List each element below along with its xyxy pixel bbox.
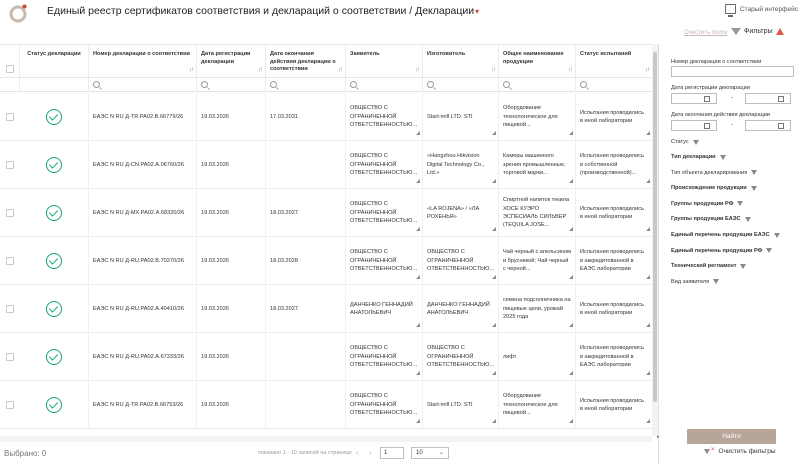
cell-product [499, 237, 576, 285]
cell-reg-date [197, 189, 266, 237]
collapse-arrow-icon[interactable]: ▸ [657, 434, 660, 440]
search-icon [427, 81, 434, 88]
check-circle-icon [46, 253, 62, 269]
column-header-maker[interactable] [423, 45, 499, 78]
chevron-down-icon [740, 264, 746, 269]
filter-label-end-date: Дата окончания действия декларации [671, 112, 771, 118]
cell-maker [423, 285, 499, 333]
table-header [0, 45, 652, 78]
expand-corner-icon[interactable] [646, 419, 650, 423]
cell-maker [423, 333, 499, 381]
cell-applicant [346, 189, 423, 237]
search-cell-end-date[interactable] [266, 78, 346, 92]
cell-reg-date [197, 93, 266, 141]
cell-text: 19.03.2026 [201, 401, 229, 408]
cell-number [89, 285, 197, 333]
filter-section-label: Происхождение продукции [671, 185, 747, 192]
filter-section-status[interactable] [671, 139, 699, 145]
cell-text: «Hangzhou Hikvision Digital Technology Co., Ltd.» [427, 153, 485, 177]
expand-corner-icon[interactable] [569, 419, 573, 423]
table-row[interactable] [0, 285, 652, 333]
reg-date-from-input[interactable] [671, 93, 717, 104]
search-icon [580, 81, 587, 88]
cell-text: ОБЩЕСТВО С ОГРАНИЧЕННОЙ ОТВЕТСТВЕННОСТЬЮ... [350, 105, 418, 129]
cell-text: 19.03.2026 [201, 305, 229, 312]
search-cell-reg-date[interactable] [197, 78, 266, 92]
search-cell-status [20, 78, 89, 92]
chevron-down-icon: ⌄ [438, 450, 444, 456]
check-circle-icon [46, 109, 62, 125]
expand-corner-icon[interactable] [492, 275, 496, 279]
column-header-label: Статус декларации [27, 51, 81, 57]
filter-section-label: Единый перечень продукции РФ [671, 247, 763, 254]
cell-tests [576, 333, 652, 381]
check-circle-icon [46, 301, 62, 317]
end-date-to-input[interactable] [745, 120, 791, 131]
clear-search-link[interactable]: Очистить поиск [684, 30, 728, 36]
expand-corner-icon[interactable] [492, 131, 496, 135]
filter-section[interactable] [671, 263, 746, 269]
cell-text: ЕАЭС N RU Д-CN.PA02.A.06760/26 [93, 161, 184, 168]
cell-end-date [266, 333, 346, 381]
cell-product [499, 333, 576, 381]
cell-text: ЕАЭС N RU Д-TR.PA02.B.66779/26 [93, 113, 184, 120]
status-cell [20, 189, 89, 237]
expand-corner-icon[interactable] [646, 371, 650, 375]
cell-text: Испытания проводились в иной лаборатории [580, 301, 644, 316]
select-all-cell [0, 45, 20, 78]
cell-number [89, 381, 197, 429]
filter-section[interactable] [671, 201, 743, 207]
check-circle-icon [46, 397, 62, 413]
search-cell-product[interactable] [499, 78, 576, 92]
search-cell-empty [0, 78, 20, 92]
cell-tests [576, 381, 652, 429]
cell-text: Испытания проводились в иной лаборатории [580, 109, 644, 124]
expand-corner-icon[interactable] [416, 131, 420, 135]
cell-applicant [346, 141, 423, 189]
column-header-tests[interactable] [576, 45, 652, 78]
expand-corner-icon[interactable] [416, 227, 420, 231]
table-row[interactable] [0, 333, 652, 381]
chevron-down-icon[interactable]: ▾ [475, 7, 480, 16]
status-cell [20, 381, 89, 429]
chevron-down-icon [713, 279, 719, 284]
cell-end-date [266, 189, 346, 237]
cell-text: ОБЩЕСТВО С ОГРАНИЧЕННОЙ ОТВЕТСТВЕННОСТЬЮ... [427, 249, 494, 273]
cell-text: ЕАЭС N RU Д-RU.PA02.A.40410/26 [93, 305, 184, 312]
filter-section-label: Группы продукции РФ [671, 200, 734, 207]
cell-product [499, 93, 576, 141]
expand-corner-icon[interactable] [569, 131, 573, 135]
calendar-icon[interactable] [778, 96, 784, 102]
filter-section-label: Вид заявителя [671, 278, 710, 285]
cell-text: 19.03.2026 [201, 353, 229, 360]
cell-product [499, 189, 576, 237]
cell-number [89, 189, 197, 237]
status-cell [20, 93, 89, 141]
cell-text: ОБЩЕСТВО С ОГРАНИЧЕННОЙ ОТВЕТСТВЕННОСТЬЮ... [350, 345, 418, 369]
cell-applicant [346, 285, 423, 333]
cell-tests [576, 285, 652, 333]
cell-text: Испытания проводились в иной лаборатории [580, 205, 644, 220]
cell-reg-date [197, 333, 266, 381]
filter-label-reg-date: Дата регистрации декларации [671, 85, 750, 91]
pager-summary: показано 1 - 10 записей на странице [258, 450, 352, 456]
cell-text: ЕАЭС N RU Д-RU.PA02.B.70270/26 [93, 257, 184, 264]
page-title [47, 5, 479, 17]
search-cell-applicant[interactable] [346, 78, 423, 92]
cell-tests [576, 189, 652, 237]
chevron-down-icon [720, 155, 726, 160]
cell-text: Испытания проводились в аккредитованной в ЕАЭС лаборатории [580, 249, 644, 273]
search-icon [270, 81, 277, 88]
chevron-down-icon [745, 217, 751, 222]
chevron-down-icon [693, 140, 699, 145]
filter-section[interactable] [671, 170, 757, 176]
row-checkbox[interactable] [6, 161, 14, 169]
search-icon [503, 81, 510, 88]
sort-icon[interactable]: ↓↑ [338, 66, 342, 73]
expand-corner-icon[interactable] [569, 227, 573, 231]
reg-date-to-input[interactable] [745, 93, 791, 104]
cell-text: ЕАЭС N RU Д-TR.PA02.B.66753/26 [93, 401, 184, 408]
column-header-product[interactable] [499, 45, 576, 78]
search-cell-tests[interactable] [576, 78, 652, 92]
expand-corner-icon[interactable] [646, 131, 650, 135]
row-checkbox[interactable] [6, 257, 14, 265]
sort-icon[interactable]: ↓↑ [189, 66, 193, 73]
cell-text: 19.03.2026 [201, 161, 229, 168]
cell-text: Спиртной напиток текила ХОСЕ КУЭРО ЭСПЕСИАЛЬ СИЛЬВЕР (TEQUILA JOSE... [503, 197, 570, 229]
chevron-down-icon [766, 248, 772, 253]
expand-corner-icon[interactable] [646, 275, 650, 279]
column-header-label: Дата окончания действия декларации о соответствии [270, 51, 336, 73]
cell-text: ЕАЭС N RU Д-RU.PA02.A.67333/26 [93, 353, 184, 360]
cell-applicant [346, 237, 423, 285]
expand-corner-icon[interactable] [416, 323, 420, 327]
column-header-reg-date[interactable] [197, 45, 266, 78]
cell-number [89, 237, 197, 285]
column-search-row [0, 78, 652, 92]
filter-section-label: Единый перечень продукции ЕАЭС [671, 232, 770, 238]
filter-section-label: Статус [671, 139, 689, 145]
table-row[interactable] [0, 141, 652, 189]
expand-corner-icon[interactable] [569, 275, 573, 279]
filter-section[interactable] [671, 216, 751, 222]
calendar-icon[interactable] [778, 123, 784, 129]
column-header-end-date[interactable] [266, 45, 346, 78]
expand-corner-icon[interactable] [646, 323, 650, 327]
row-checkbox[interactable] [6, 353, 14, 361]
logo-icon [9, 3, 29, 23]
date-range-dash: - [731, 122, 733, 128]
cell-text: Испытания проводились в аккредитованной в ЕАЭС лаборатории [580, 345, 644, 369]
table-row[interactable] [0, 237, 652, 285]
filters-toggle-button[interactable] [731, 28, 784, 35]
filter-section[interactable] [671, 154, 726, 160]
cell-end-date [266, 285, 346, 333]
table-footer [0, 442, 658, 464]
cell-maker [423, 141, 499, 189]
check-circle-icon [46, 205, 62, 221]
cell-text: лифт [503, 353, 517, 360]
row-checkbox[interactable] [6, 113, 14, 121]
cell-text: ОБЩЕСТВО С ОГРАНИЧЕННОЙ ОТВЕТСТВЕННОСТЬЮ... [350, 249, 418, 273]
find-button[interactable]: Найти [687, 429, 776, 444]
cell-maker [423, 237, 499, 285]
cell-text: ДАНЧЕНКО ГЕННАДИЙ АНАТОЛЬЕВИЧ [350, 301, 413, 316]
filter-label-decl-number: Номер декларации о соответствии [671, 59, 762, 65]
chevron-down-icon [751, 170, 757, 175]
expand-corner-icon[interactable] [492, 179, 496, 183]
column-header-applicant[interactable] [346, 45, 423, 78]
cell-applicant [346, 333, 423, 381]
chevron-down-icon [751, 186, 757, 191]
filter-section-label: Тип декларации [671, 154, 716, 160]
cell-text: Камеры машинного зрения промышленные, торговой марки... [503, 153, 566, 177]
column-header-status[interactable] [20, 45, 89, 78]
expand-corner-icon[interactable] [492, 227, 496, 231]
search-icon [350, 81, 357, 88]
funnel-icon [704, 449, 710, 454]
declarations-table [0, 44, 652, 436]
expand-corner-icon[interactable] [569, 371, 573, 375]
cell-text: 19.03.2026 [201, 113, 229, 120]
filter-section-label: Тип объекта декларирования [671, 169, 748, 176]
filter-section[interactable] [671, 248, 772, 254]
row-checkbox[interactable] [6, 209, 14, 217]
cell-text: 18.03.2027 [270, 305, 298, 312]
cell-end-date [266, 237, 346, 285]
cell-reg-date [197, 285, 266, 333]
cell-tests [576, 237, 652, 285]
cell-text: 19.03.2026 [201, 257, 229, 264]
sort-icon[interactable]: ↓↑ [491, 66, 495, 73]
search-icon [201, 81, 208, 88]
cell-text: Оборудование технологическое для пищевой... [503, 393, 558, 417]
select-all-checkbox[interactable] [6, 65, 14, 73]
expand-corner-icon[interactable] [492, 371, 496, 375]
expand-corner-icon[interactable] [646, 179, 650, 183]
expand-corner-icon[interactable] [416, 419, 420, 423]
expand-corner-icon[interactable] [416, 371, 420, 375]
column-header-label: Изготовитель [427, 51, 466, 57]
cell-number [89, 141, 197, 189]
cell-text: 18.03.2028 [270, 257, 298, 264]
cell-text: Испытания проводились в собственной (производственной)... [580, 153, 644, 177]
cell-text: «LA ROJENA» / «ЛА РОХЕНЬЯ» [427, 205, 480, 220]
clear-filters-label: Очистить фильтры [718, 448, 776, 455]
column-header-label: Заявитель [350, 51, 380, 57]
cell-text: ЕАЭС N RU Д-MX.PA02.A.68320/26 [93, 209, 185, 216]
expand-corner-icon[interactable] [492, 323, 496, 327]
cell-reg-date [197, 141, 266, 189]
cell-end-date [266, 141, 346, 189]
cell-text: Start-mill LTD. STI [427, 401, 473, 408]
sort-icon[interactable]: ↓↑ [568, 66, 572, 73]
next-page-icon[interactable]: › [369, 448, 372, 457]
cell-product [499, 285, 576, 333]
cell-applicant [346, 93, 423, 141]
date-range-dash: - [731, 95, 733, 101]
scrollbar-thumb[interactable] [653, 52, 657, 402]
old-interface-label: Старый интерфейс [739, 5, 798, 13]
cell-tests [576, 93, 652, 141]
check-circle-icon [46, 349, 62, 365]
cell-text: семена подсолнечника на пищевые цели, урожай 2025 года [503, 297, 571, 321]
page-size-select[interactable] [411, 447, 449, 459]
search-cell-maker[interactable] [423, 78, 499, 92]
close-icon: × [711, 446, 715, 453]
status-cell [20, 285, 89, 333]
cell-product [499, 381, 576, 429]
cell-text: Оборудование технологическое для пищевой... [503, 105, 558, 129]
cell-text: Испытания проводились в иной лаборатории [580, 397, 644, 412]
status-cell [20, 333, 89, 381]
cell-text: ОБЩЕСТВО С ОГРАНИЧЕННОЙ ОТВЕТСТВЕННОСТЬЮ... [350, 201, 418, 225]
row-checkbox[interactable] [6, 305, 14, 313]
cell-applicant [346, 381, 423, 429]
cell-text: ОБЩЕСТВО С ОГРАНИЧЕННОЙ ОТВЕТСТВЕННОСТЬЮ... [427, 345, 494, 369]
search-icon [93, 81, 100, 88]
expand-corner-icon[interactable] [646, 227, 650, 231]
page-size-value: 10 [416, 450, 423, 456]
column-header-label: Общее наименование продукции [503, 51, 564, 65]
table-row[interactable] [0, 381, 652, 429]
clear-filters-button[interactable] [704, 448, 776, 455]
cell-maker [423, 93, 499, 141]
check-circle-icon [46, 157, 62, 173]
row-checkbox[interactable] [6, 401, 14, 409]
expand-corner-icon[interactable] [569, 323, 573, 327]
table-row[interactable] [0, 189, 652, 237]
status-cell [20, 237, 89, 285]
cell-text: Start-mill LTD. STI [427, 113, 473, 120]
cell-number [89, 333, 197, 381]
end-date-from-input[interactable] [671, 120, 717, 131]
status-cell [20, 141, 89, 189]
filter-section[interactable] [671, 279, 719, 285]
cell-text: ДАНЧЕНКО ГЕННАДИЙ АНАТОЛЬЕВИЧ [427, 301, 490, 316]
cell-number [89, 93, 197, 141]
cell-text: 19.03.2026 [201, 209, 229, 216]
sort-icon[interactable]: ↓↑ [258, 66, 262, 73]
cell-maker [423, 189, 499, 237]
column-header-label: Дата регистрации декларации [201, 51, 251, 65]
prev-page-icon[interactable]: ‹ [356, 448, 359, 457]
cell-end-date [266, 381, 346, 429]
cell-maker [423, 381, 499, 429]
column-header-number[interactable] [89, 45, 197, 78]
cell-text: 17.03.2031 [270, 113, 298, 120]
sort-icon[interactable]: ↓↑ [415, 66, 419, 73]
header [0, 0, 800, 25]
sort-icon[interactable]: ↓↑ [645, 66, 649, 73]
cell-product [499, 141, 576, 189]
expand-corner-icon[interactable] [569, 179, 573, 183]
filters-label: Фильтры [744, 28, 773, 35]
expand-corner-icon[interactable] [492, 419, 496, 423]
chevron-down-icon [737, 201, 743, 206]
calendar-icon[interactable] [704, 96, 710, 102]
expand-corner-icon[interactable] [416, 275, 420, 279]
filters-panel [658, 44, 800, 464]
column-header-label: Статус испытаний [580, 51, 632, 57]
filter-section-label: Группы продукции ЕАЭС [671, 216, 741, 223]
cell-end-date [266, 93, 346, 141]
filter-section-label: Технический регламент [671, 263, 737, 270]
chevron-down-icon [774, 233, 780, 238]
column-header-label: Номер декларации о соответствии [93, 51, 190, 57]
filter-section[interactable] [671, 185, 757, 191]
cell-text: Чай черный с апельсином и брусникой; Чай черный с черной... [503, 249, 571, 273]
cell-text: 18.03.2027 [270, 209, 298, 216]
monitor-icon [725, 4, 736, 14]
cell-reg-date [197, 381, 266, 429]
cell-text: ОБЩЕСТВО С ОГРАНИЧЕННОЙ ОТВЕТСТВЕННОСТЬЮ... [350, 153, 418, 177]
table-row[interactable] [0, 93, 652, 141]
old-interface-link[interactable] [725, 4, 798, 14]
filter-section[interactable] [671, 232, 780, 238]
page-number-input[interactable]: 1 [380, 447, 404, 459]
cell-tests [576, 141, 652, 189]
expand-corner-icon[interactable] [416, 179, 420, 183]
selected-count: Выбрано: 0 [4, 449, 47, 458]
funnel-icon [731, 28, 741, 35]
page-title-text: Единый реестр сертификатов соответствия и деклараций о соответствии / Декларации [47, 5, 475, 17]
warning-icon [776, 28, 784, 35]
search-cell-number[interactable] [89, 78, 197, 92]
calendar-icon[interactable] [704, 123, 710, 129]
cell-reg-date [197, 237, 266, 285]
decl-number-input[interactable] [671, 66, 794, 77]
cell-text: ОБЩЕСТВО С ОГРАНИЧЕННОЙ ОТВЕТСТВЕННОСТЬЮ... [350, 393, 418, 417]
